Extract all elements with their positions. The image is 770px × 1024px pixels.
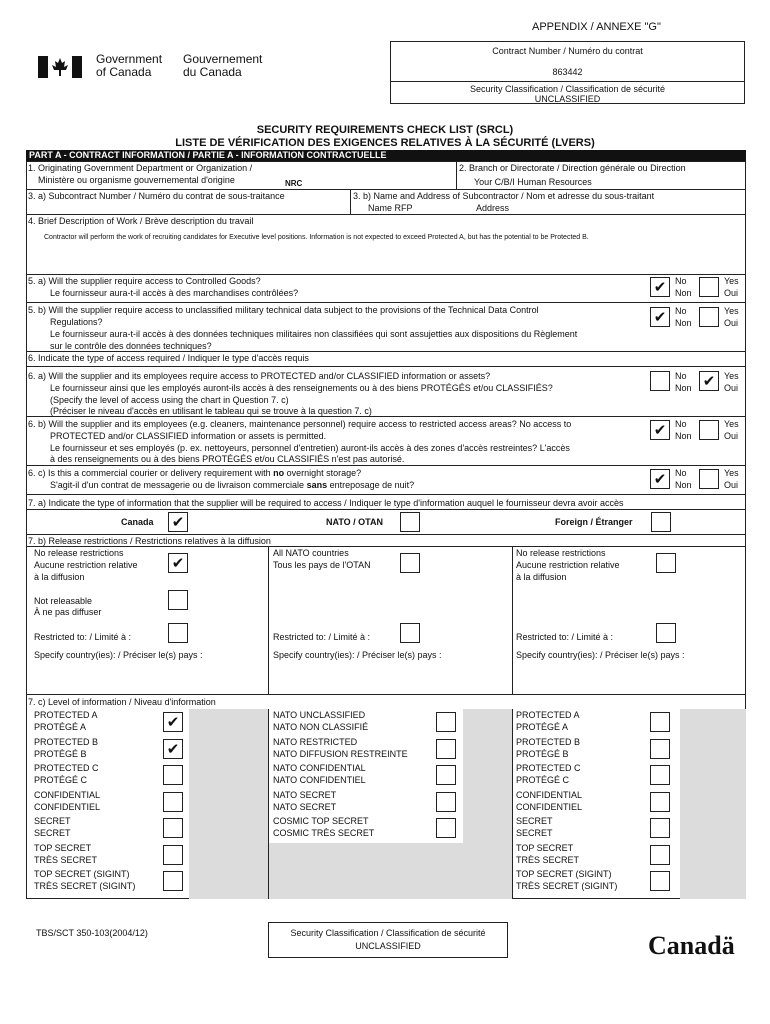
level-foreign-label-en: PROTECTED B xyxy=(516,737,581,747)
q3b-address[interactable]: Address xyxy=(476,203,510,213)
q7a-label: 7. a) Indicate the type of information that the supplier will be required to access / Indiquer le type d'information auquel le fournisseur devra avoir accès xyxy=(28,498,624,508)
yes-label: Yes xyxy=(724,371,739,381)
q6a-yes-checkbox[interactable]: ✔ xyxy=(699,371,719,391)
q6b-line2: PROTECTED and/or CLASSIFIED information or assets is permitted. xyxy=(50,431,327,441)
q7b-all-nato-checkbox[interactable] xyxy=(400,553,420,573)
level-foreign-label-fr: PROTÉGÉ C xyxy=(516,775,570,785)
classification-value: UNCLASSIFIED xyxy=(534,94,601,104)
level-foreign-label-en: TOP SECRET xyxy=(516,843,574,853)
canada-wordmark: Canadä xyxy=(648,931,735,960)
shaded-area-mid xyxy=(463,709,512,899)
q6b-yes-checkbox[interactable] xyxy=(699,420,719,440)
level-canada-label-fr: TRÈS SECRET (SIGINT) xyxy=(34,881,136,891)
level-nato-label-en: NATO RESTRICTED xyxy=(273,737,358,747)
level-foreign-label-fr: SECRET xyxy=(516,828,553,838)
q6c-line1: 6. c) Is this a commercial courier or delivery requirement with no overnight storage? xyxy=(28,468,362,478)
no-label: No xyxy=(675,276,687,286)
contract-number-label: Contract Number / Numéro du contrat xyxy=(492,46,643,56)
q7b-canada-restricted-checkbox[interactable] xyxy=(168,623,188,643)
no-label: No xyxy=(675,306,687,316)
footer-classification-value: UNCLASSIFIED xyxy=(355,941,421,951)
q5b-yes-checkbox[interactable] xyxy=(699,307,719,327)
level-nato-label-fr: NATO DIFFUSION RESTREINTE xyxy=(273,749,408,759)
q7b-no-restriction-label: No release restrictions xyxy=(34,548,124,558)
level-canada-label-fr: PROTÉGÉ C xyxy=(34,775,88,785)
q6c-line2: S'agit-il d'un contrat de messagerie ou de livraison commerciale sans entreposage de nuit? xyxy=(50,480,415,490)
non-label: Non xyxy=(675,288,692,298)
oui-label: Oui xyxy=(724,288,739,298)
level-canada-label-fr: CONFIDENTIEL xyxy=(34,802,101,812)
level-foreign-label-en: SECRET xyxy=(516,816,553,826)
q6a-line2: Le fournisseur ainsi que les employés auront-ils accès à des renseignements ou à des biens PROTÉGÉS et/ou CLASSIFIÉS? xyxy=(50,383,553,393)
yes-label: Yes xyxy=(724,468,739,478)
no-label: No xyxy=(675,468,687,478)
level-foreign-checkbox[interactable] xyxy=(650,739,670,759)
level-canada-checkbox[interactable] xyxy=(163,818,183,838)
q1-label-fr: Ministère ou organisme gouvernemental d'origine xyxy=(38,175,235,185)
level-nato-checkbox[interactable] xyxy=(436,765,456,785)
level-canada-label-fr: SECRET xyxy=(34,828,71,838)
level-foreign-checkbox[interactable] xyxy=(650,818,670,838)
level-canada-checkbox[interactable] xyxy=(163,845,183,865)
q6b-no-checkbox[interactable]: ✔ xyxy=(650,420,670,440)
level-nato-checkbox[interactable] xyxy=(436,792,456,812)
q6b-line1: 6. b) Will the supplier and its employees (e.g. cleaners, maintenance personnel) require access to restricted access areas? No access to xyxy=(28,419,572,429)
q4-label: 4. Brief Description of Work / Brève description du travail xyxy=(28,216,254,226)
q2-label: 2. Branch or Directorate / Direction générale ou Direction xyxy=(459,163,686,173)
level-foreign-checkbox[interactable] xyxy=(650,845,670,865)
canada-flag-icon xyxy=(38,56,82,78)
q7b-nato-restricted-checkbox[interactable] xyxy=(400,623,420,643)
q5b-line1: 5. b) Will the supplier require access to unclassified military technical data subject to the provisions of the Technical Data Control xyxy=(28,305,539,315)
level-nato-label-en: NATO UNCLASSIFIED xyxy=(273,710,366,720)
level-canada-label-fr: TRÈS SECRET xyxy=(34,855,98,865)
footer-classification-label: Security Classification / Classification de sécurité xyxy=(290,928,486,938)
level-foreign-checkbox[interactable] xyxy=(650,871,670,891)
q3a-label: 3. a) Subcontract Number / Numéro du contrat de sous-traitance xyxy=(28,191,285,201)
level-canada-checkbox[interactable] xyxy=(163,792,183,812)
q7b-not-releasable-label-fr: À ne pas diffuser xyxy=(34,607,102,617)
q7b-foreign-no-restriction-label-fr: Aucune restriction relative xyxy=(516,560,620,570)
q7b-not-releasable-label: Not releasable xyxy=(34,596,93,606)
q7b-nato-specify-label: Specify country(ies): / Préciser le(s) pays : xyxy=(273,650,442,660)
level-foreign-label-en: TOP SECRET (SIGINT) xyxy=(516,869,612,879)
level-canada-checkbox[interactable] xyxy=(163,765,183,785)
yes-label: Yes xyxy=(724,276,739,286)
title-en: SECURITY REQUIREMENTS CHECK LIST (SRCL) xyxy=(256,124,514,136)
title-fr: LISTE DE VÉRIFICATION DES EXIGENCES RELATIVES À LA SÉCURITÉ (LVERS) xyxy=(175,137,595,149)
q6a-line1: 6. a) Will the supplier and its employees require access to PROTECTED and/or CLASSIFIED information or assets? xyxy=(28,371,491,381)
level-canada-label-en: CONFIDENTIAL xyxy=(34,790,101,800)
oui-label: Oui xyxy=(724,383,739,393)
level-foreign-label-en: PROTECTED A xyxy=(516,710,580,720)
q7b-canada-not-releasable-checkbox[interactable] xyxy=(168,590,188,610)
level-canada-label-en: SECRET xyxy=(34,816,71,826)
level-canada-label-en: PROTECTED B xyxy=(34,737,99,747)
q7c-label: 7. c) Level of information / Niveau d'information xyxy=(28,697,216,707)
level-canada-checkbox[interactable]: ✔ xyxy=(163,712,183,732)
level-nato-label-fr: NATO CONFIDENTIEL xyxy=(273,775,366,785)
level-nato-label-fr: NATO SECRET xyxy=(273,802,337,812)
q6c-no-checkbox[interactable]: ✔ xyxy=(650,469,670,489)
non-label: Non xyxy=(675,480,692,490)
oui-label: Oui xyxy=(724,480,739,490)
level-foreign-label-fr: TRÈS SECRET (SIGINT) xyxy=(516,881,618,891)
non-label: Non xyxy=(675,318,692,328)
contract-number-value[interactable]: 863442 xyxy=(552,67,583,77)
classification-label: Security Classification / Classification de sécurité xyxy=(469,84,666,94)
level-nato-checkbox[interactable] xyxy=(436,712,456,732)
q7b-all-nato-label: All NATO countries xyxy=(273,548,349,558)
level-nato-label-en: COSMIC TOP SECRET xyxy=(273,816,369,826)
q5b-line4: sur le contrôle des données techniques? xyxy=(50,341,212,351)
non-label: Non xyxy=(675,431,692,441)
appendix-label: APPENDIX / ANNEXE "G" xyxy=(532,21,661,33)
q5a-no-checkbox[interactable]: ✔ xyxy=(650,277,670,297)
level-foreign-label-fr: CONFIDENTIEL xyxy=(516,802,583,812)
part-a-header: PART A - CONTRACT INFORMATION / PARTIE A - INFORMATION CONTRACTUELLE xyxy=(26,150,746,161)
q5b-line3: Le fournisseur aura-t-il accès à des données techniques militaires non classifiées qui sont assujetties aux dispositions du Règlement xyxy=(50,329,578,339)
gov-fr-line1: Gouvernement xyxy=(183,52,263,66)
level-foreign-label-fr: TRÈS SECRET xyxy=(516,855,580,865)
level-canada-checkbox[interactable] xyxy=(163,871,183,891)
level-nato-checkbox[interactable] xyxy=(436,818,456,838)
level-canada-label-en: PROTECTED A xyxy=(34,710,98,720)
q7a-foreign-label: Foreign / Étranger xyxy=(555,517,633,527)
q6c-yes-checkbox[interactable] xyxy=(699,469,719,489)
q4-value[interactable]: Contractor will perform the work of recruiting candidates for Executive level positions. Information is not expected to exceed Protected A, but has the potential to be Protected B. xyxy=(44,234,589,241)
gov-fr-line2: du Canada xyxy=(183,65,242,79)
level-foreign-label-fr: PROTÉGÉ B xyxy=(516,749,569,759)
level-foreign-label-en: CONFIDENTIAL xyxy=(516,790,583,800)
level-canada-checkbox[interactable]: ✔ xyxy=(163,739,183,759)
q1-label: 1. Originating Government Department or Organization / xyxy=(28,163,253,173)
q6a-no-checkbox[interactable] xyxy=(650,371,670,391)
level-foreign-checkbox[interactable] xyxy=(650,792,670,812)
q7b-no-restriction-label-fr2: à la diffusion xyxy=(34,572,85,582)
q7b-label: 7. b) Release restrictions / Restrictions relatives à la diffusion xyxy=(28,536,271,546)
q7b-all-nato-label-fr: Tous les pays de l'OTAN xyxy=(273,560,371,570)
footer-form-number: TBS/SCT 350-103(2004/12) xyxy=(36,928,148,938)
q7a-foreign-checkbox[interactable] xyxy=(651,512,671,532)
q7a-canada-label: Canada xyxy=(121,517,154,527)
yes-label: Yes xyxy=(724,306,739,316)
q6-label: 6. Indicate the type of access required / Indiquer le type d'accès requis xyxy=(28,353,309,363)
q7b-no-restriction-label-fr: Aucune restriction relative xyxy=(34,560,138,570)
level-foreign-checkbox[interactable] xyxy=(650,712,670,732)
q5b-line2: Regulations? xyxy=(50,317,103,327)
level-nato-label-fr: NATO NON CLASSIFIÉ xyxy=(273,722,369,732)
q7b-canada-no-restriction-checkbox[interactable]: ✔ xyxy=(168,553,188,573)
level-nato-checkbox[interactable] xyxy=(436,739,456,759)
q7b-foreign-specify-label: Specify country(ies): / Préciser le(s) pays : xyxy=(516,650,685,660)
q7b-nato-restricted-label: Restricted to: / Limité à : xyxy=(273,632,371,642)
level-foreign-checkbox[interactable] xyxy=(650,765,670,785)
q7a-canada-checkbox[interactable]: ✔ xyxy=(168,512,188,532)
no-label: No xyxy=(675,419,687,429)
q5a-line2: Le fournisseur aura-t-il accès à des marchandises contrôlées? xyxy=(50,288,299,298)
q2-value[interactable]: Your C/B/I Human Resources xyxy=(474,177,592,187)
q6b-line4: à des renseignements ou à des biens PROTÉGÉS et/ou CLASSIFIÉS n'est pas autorisé. xyxy=(50,454,405,464)
level-canada-label-en: PROTECTED C xyxy=(34,763,99,773)
oui-label: Oui xyxy=(724,318,739,328)
q7a-nato-label: NATO / OTAN xyxy=(326,517,383,527)
non-label: Non xyxy=(675,383,692,393)
q7b-foreign-restricted-checkbox[interactable] xyxy=(656,623,676,643)
q7b-foreign-no-restriction-checkbox[interactable] xyxy=(656,553,676,573)
q5b-no-checkbox[interactable]: ✔ xyxy=(650,307,670,327)
q6a-line4: (Préciser le niveau d'accès en utilisant le tableau qui se trouve à la question 7. c) xyxy=(50,406,372,416)
q7b-canada-specify-label: Specify country(ies): / Préciser le(s) pays : xyxy=(34,650,203,660)
q1-value[interactable]: NRC xyxy=(285,179,303,188)
level-canada-label-fr: PROTÉGÉ A xyxy=(34,722,87,732)
q6a-line3: (Specify the level of access using the chart in Question 7. c) xyxy=(50,395,289,405)
shaded-area-right xyxy=(680,709,746,899)
level-canada-label-en: TOP SECRET xyxy=(34,843,92,853)
yes-label: Yes xyxy=(724,419,739,429)
gov-en-line1: Government xyxy=(96,52,163,66)
level-foreign-label-fr: PROTÉGÉ A xyxy=(516,722,569,732)
q7b-canada-restricted-label: Restricted to: / Limité à : xyxy=(34,632,132,642)
shaded-area-nato-bottom xyxy=(268,843,463,899)
level-nato-label-en: NATO SECRET xyxy=(273,790,337,800)
q5a-line1: 5. a) Will the supplier require access to Controlled Goods? xyxy=(28,276,261,286)
q3b-label: 3. b) Name and Address of Subcontractor / Nom et adresse du sous-traitant xyxy=(353,191,655,201)
q6b-line3: Le fournisseur et ses employés (p. ex. nettoyeurs, personnel d'entretien) auront-ils accès à des zones d'accès restreintes? L'accès xyxy=(50,443,570,453)
level-nato-label-en: NATO CONFIDENTIAL xyxy=(273,763,366,773)
q7a-nato-checkbox[interactable] xyxy=(400,512,420,532)
no-label: No xyxy=(675,371,687,381)
q7b-foreign-restricted-label: Restricted to: / Limité à : xyxy=(516,632,614,642)
q7b-foreign-no-restriction-label-fr2: à la diffusion xyxy=(516,572,567,582)
q7b-foreign-no-restriction-label: No release restrictions xyxy=(516,548,606,558)
shaded-area-left xyxy=(189,709,268,899)
level-foreign-label-en: PROTECTED C xyxy=(516,763,581,773)
level-nato-label-fr: COSMIC TRÈS SECRET xyxy=(273,828,375,838)
level-canada-label-fr: PROTÉGÉ B xyxy=(34,749,87,759)
oui-label: Oui xyxy=(724,431,739,441)
q3b-name[interactable]: Name RFP xyxy=(368,203,413,213)
q5a-yes-checkbox[interactable] xyxy=(699,277,719,297)
form-frame xyxy=(26,161,746,899)
level-canada-label-en: TOP SECRET (SIGINT) xyxy=(34,869,130,879)
gov-en-line2: of Canada xyxy=(96,65,152,79)
